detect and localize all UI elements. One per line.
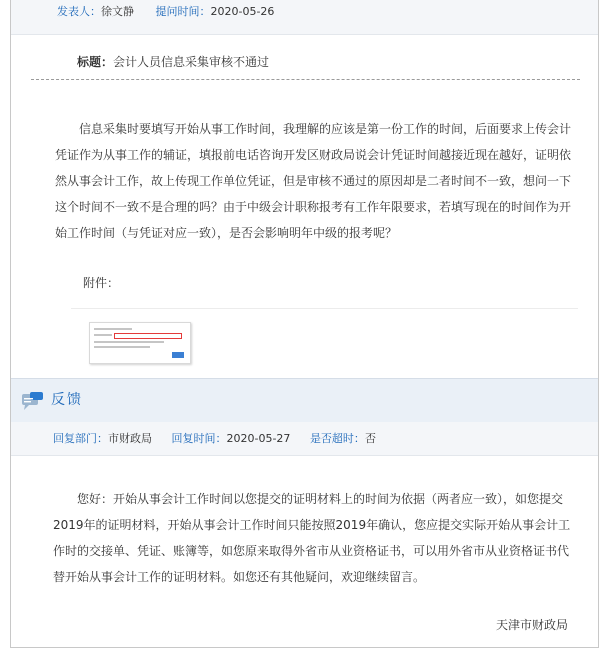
reply-body: 您好：开始从事会计工作时间以您提交的证明材料上的时间为依据（两者应一致），如您提交2019年的证明材料，开始从事会计工作时间只能按照2019年确认，您应提交实际开始从事会计工作时的交接单、凭证、账簿等，如您原来取得外省市从业资格证书，可以用外省市从业资格证书代替开始从事会计工作的证明材料。如您还有其他疑问，欢迎继续留言。 xyxy=(53,492,571,584)
question-body: 信息采集时要填写开始从事工作时间，我理解的应该是第一份工作的时间，后面要求上传会计凭证作为从事工作的辅证，填报前电话咨询开发区财政局说会计凭证时间越接近现在越好，证明依然从事会计工作，故上传现工作单位凭证，但是审核不通过的原因却是二者时间不一致，想问一下这个时间不一致不是合理的吗？由于中级会计职称报考有工作年限要求，若填写现在的时间作为开始工作时间（与凭证对应一致），是否会影响明年中级的报考呢？ xyxy=(55,122,572,240)
question-title xyxy=(77,53,269,70)
reply-time-label: 回复时间： xyxy=(171,432,227,445)
title-text: 会计人员信息采集审核不通过 xyxy=(113,55,270,69)
reply-time: 2020-05-27 xyxy=(226,432,291,445)
asked-time-label: 提问时间： xyxy=(155,5,211,18)
dashed-divider xyxy=(31,79,580,80)
message-panel xyxy=(10,0,599,648)
dept-label: 回复部门： xyxy=(53,432,108,445)
attachment-divider xyxy=(71,308,578,309)
asked-time: 2020-05-26 xyxy=(210,5,275,18)
feedback-chat-icon xyxy=(21,391,45,411)
sender-name: 徐文静 xyxy=(101,5,134,18)
feedback-title: 反馈 xyxy=(51,392,83,408)
sender-label: 发表人： xyxy=(57,5,101,18)
reply-signature: 天津市财政局 xyxy=(495,618,568,632)
attachment-label: 附件： xyxy=(83,276,120,290)
feedback-header xyxy=(11,378,598,422)
dept-name: 市财政局 xyxy=(108,432,152,445)
overdue-label: 是否超时： xyxy=(309,432,365,445)
attachment-thumbnail[interactable] xyxy=(89,322,191,364)
reply-meta-bar xyxy=(11,422,598,456)
title-label: 标题： xyxy=(77,55,114,69)
overdue-value: 否 xyxy=(364,432,376,445)
question-meta-bar xyxy=(11,0,598,35)
